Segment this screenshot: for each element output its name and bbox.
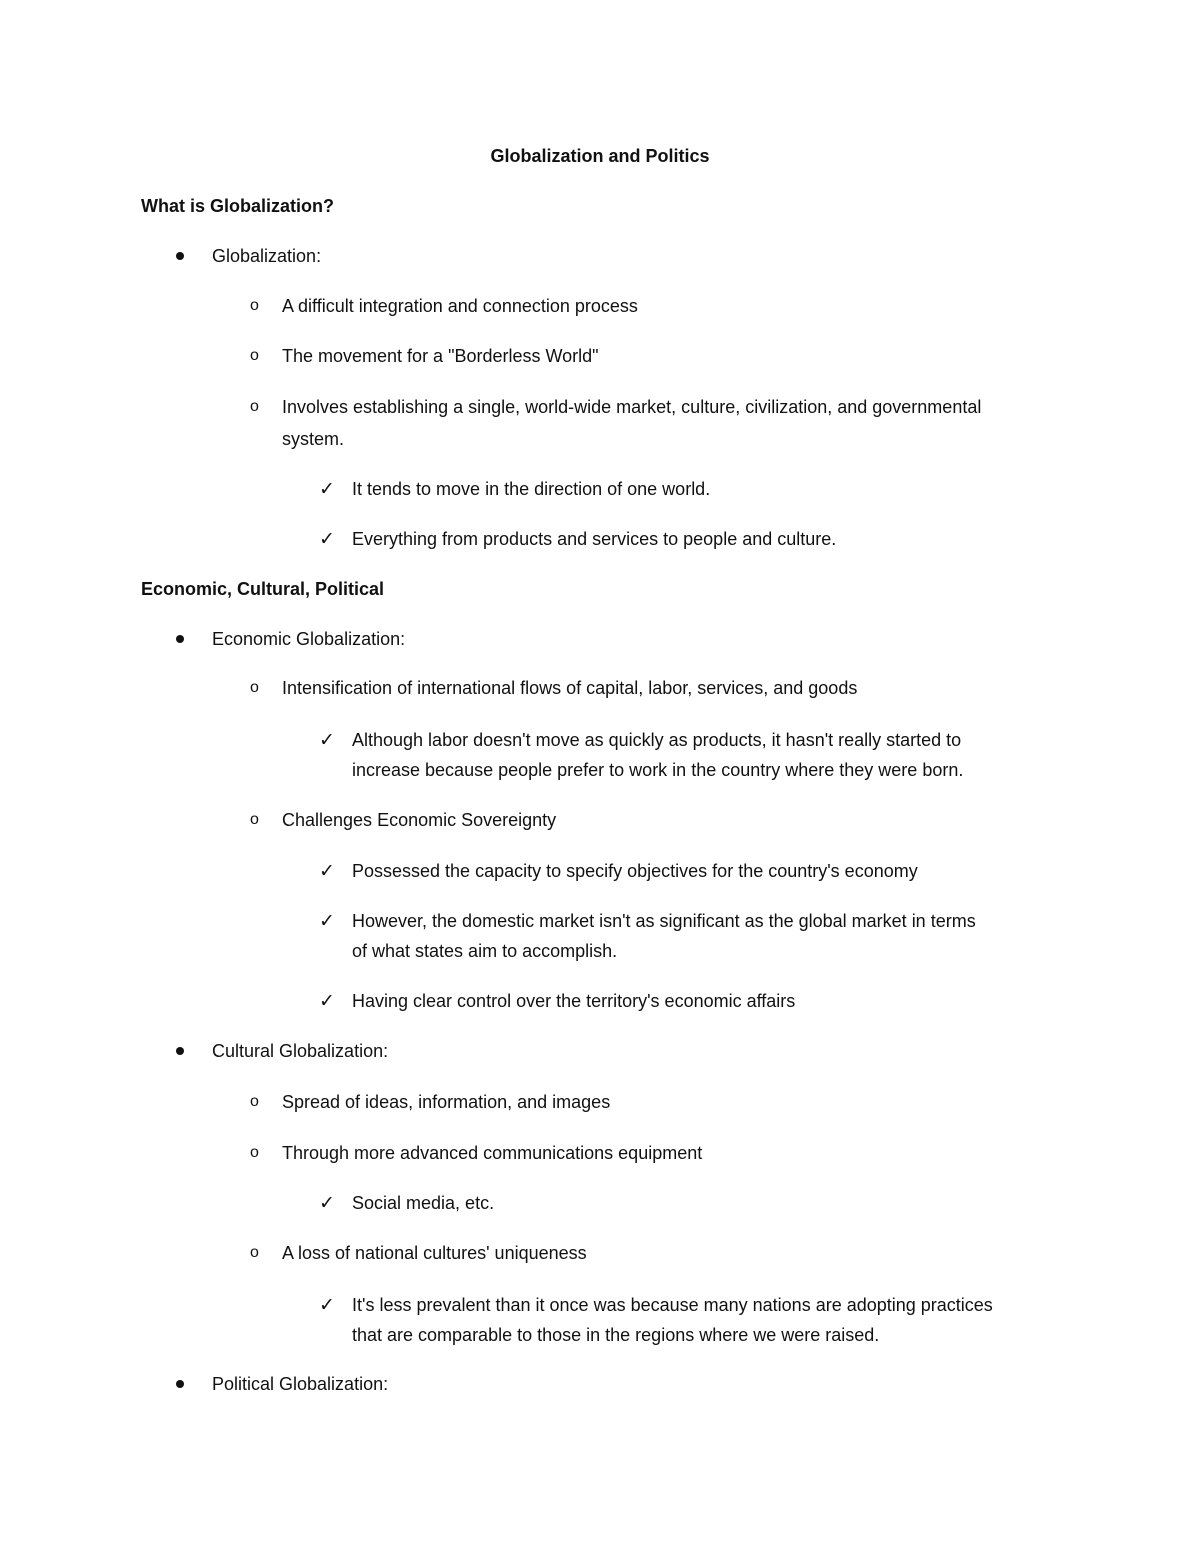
- sub-bullet-item: Challenges Economic Sovereignty: [282, 810, 557, 830]
- bullet-icon: [176, 1380, 184, 1388]
- sub-bullet-icon: o: [250, 1093, 259, 1110]
- document-title: Globalization and Politics: [490, 146, 710, 166]
- check-item: Having clear control over the territory's economic affairs: [352, 991, 796, 1011]
- check-item: However, the domestic market isn't as significant as the global market in terms: [352, 911, 976, 931]
- bullet-item: Economic Globalization:: [212, 629, 406, 649]
- sub-bullet-item: A loss of national cultures' uniqueness: [282, 1243, 587, 1263]
- sub-bullet-item: Through more advanced communications equipment: [282, 1143, 703, 1163]
- check-icon: ✓: [319, 910, 335, 932]
- bullet-icon: [176, 1047, 184, 1055]
- sub-bullet-icon: o: [250, 297, 259, 314]
- check-icon: ✓: [319, 990, 335, 1012]
- check-item: Possessed the capacity to specify objectives for the country's economy: [352, 861, 918, 881]
- sub-bullet-icon: o: [250, 347, 259, 364]
- check-item: Everything from products and services to people and culture.: [352, 529, 837, 549]
- check-icon: ✓: [319, 729, 335, 751]
- sub-bullet-icon: o: [250, 398, 259, 415]
- bullet-item: Globalization:: [212, 246, 322, 266]
- bullet-icon: [176, 252, 184, 260]
- sub-bullet-icon: o: [250, 1244, 259, 1261]
- bullet-icon: [176, 635, 184, 643]
- check-icon: ✓: [319, 528, 335, 550]
- sub-bullet-item: Spread of ideas, information, and images: [282, 1092, 611, 1112]
- sub-bullet-item: A difficult integration and connection process: [282, 296, 638, 316]
- check-item: Although labor doesn't move as quickly as products, it hasn't really started to: [352, 730, 962, 750]
- check-icon: ✓: [319, 1294, 335, 1316]
- check-item-continuation: that are comparable to those in the regions where we were raised.: [352, 1325, 880, 1345]
- check-icon: ✓: [319, 1192, 335, 1214]
- bullet-item: Cultural Globalization:: [212, 1041, 389, 1061]
- sub-bullet-item: Involves establishing a single, world-wide market, culture, civilization, and governmental: [282, 397, 982, 417]
- check-icon: ✓: [319, 478, 335, 500]
- section-heading: Economic, Cultural, Political: [141, 579, 385, 599]
- sub-bullet-item: Intensification of international flows of capital, labor, services, and goods: [282, 678, 858, 698]
- check-item: It's less prevalent than it once was because many nations are adopting practices: [352, 1295, 993, 1315]
- sub-bullet-item-continuation: system.: [282, 429, 345, 449]
- sub-bullet-item: The movement for a "Borderless World": [282, 346, 599, 366]
- check-icon: ✓: [319, 860, 335, 882]
- sub-bullet-icon: o: [250, 1144, 259, 1161]
- check-item: It tends to move in the direction of one world.: [352, 479, 711, 499]
- bullet-item: Political Globalization:: [212, 1374, 389, 1394]
- sub-bullet-icon: o: [250, 679, 259, 696]
- check-item-continuation: of what states aim to accomplish.: [352, 941, 618, 961]
- section-heading: What is Globalization?: [141, 196, 334, 216]
- check-item-continuation: increase because people prefer to work in the country where they were born.: [352, 760, 964, 780]
- sub-bullet-icon: o: [250, 811, 259, 828]
- check-item: Social media, etc.: [352, 1193, 495, 1213]
